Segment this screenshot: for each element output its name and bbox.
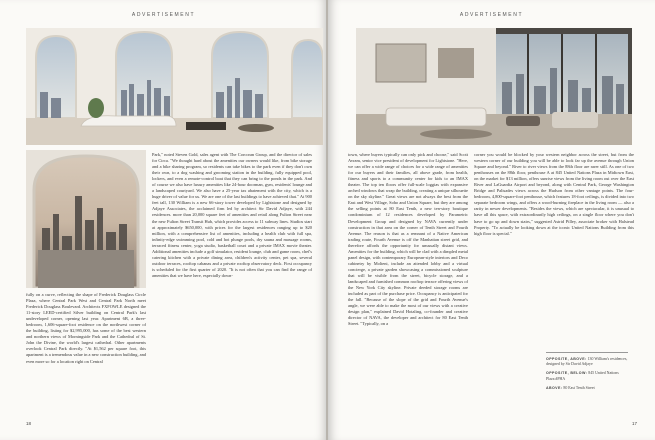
advertisement-label: ADVERTISEMENT — [131, 12, 196, 18]
photo-captions — [546, 352, 628, 395]
photo-skyline-view — [26, 150, 146, 288]
caption-opposite-below: OPPOSITE, BELOW: 845 United Nations Plaza #PHA — [546, 371, 619, 381]
article-column-4: corner you would be blocked by your western neighbor across the street, but from the western corner of our building you will be able to look far up the avenue through Union Square and beyond." River to river views from the 88th floor are rarer still. As one of two penthouses on the 88th floor, penthouse A at 845 United Nations Plaza in Midtown East, on the market for $13 million, offers sunrise views from the living room out over the East River and LaGuardia Airport and beyond, along with Central Park, George Washington Bridge and Palisades views across the Hudson from other vantage points. The four-bedroom, 4,800-square-foot penthouse, which features 18-foot ceilings, is divided into two separate bedroom wings, and offers a wood-burning fireplace in the living room — also a rarity in newer developments. "Besides the views, which are spectacular, it is unusual to have all this space, with extraordinarily high ceilings, on a single floor where you don't have to go up and down stairs," suggested Astrid Pilley, associate broker with Halstead Property. "To actually be looking down at the iconic United Nations Building from this high floor is special." — [474, 152, 634, 236]
caption-above: ABOVE: 80 East Tenth Street — [546, 385, 595, 390]
article-column-1: fully on a curve, reflecting the shape of Frederick Douglass Circle Plaza, where Central Park West and Central Park North meet Frederick Douglass Boulevard. Architects FXFOWLE designed the 11-story LEED-certified Silver building on Central Park's last undeveloped corner, opening last year. Apartment 6B, a three-bedroom, 1,606-square-foot residence on the northwest corner of the building, listing for $2,995,000, has some of the best western and northern views of Morningside Park and the Cathedral of St. John the Divine, the world's largest cathedral. Other apartments overlook Central Park directly. "At $1,562 per square foot, this apartment is a tremendous value in a new construction building, and even more so for a location right on Central — [26, 292, 146, 364]
photo-80-east-tenth-living-room — [356, 28, 632, 145]
right-page — [328, 0, 655, 440]
caption-opposite-above: OPPOSITE, ABOVE: 130 William's residences, designed by Sir David Adjaye — [546, 357, 628, 367]
article-column-3: town, where buyers typically can only pick and choose," said Scott Avram, senior vice president of development for Lightstone. "Here, we can offer a wide range of choices for a wide range of amenities for our buyers and their families, all above grade, from health, fitness and sports to a community center for kids to an IMAX theater. The top ten floors offer full-scale loggias with expansive arched windows that wrap the building, creating a unique silhouette on the sky skyline." Great views are not always the best from the East and West Village, Soho and Union Square, but they are among the selling points at 80 East Tenth, a new ten-story boutique condominium of 12 residences developed by Parametric Development Group and designed by NAVA currently under construction in that area on the corner of Tenth Street and Fourth Avenue. The reason is that as a remnant of a Native American trading route, Fourth Avenue is off the Manhattan street grid, and therefore affords the opportunity for unusually distant views. Amenities for the building, which will be clad with a dimpled metal panel design, with contemporary European-style interiors and Deco cabinetry by Molteni, include an attended lobby and a virtual concierge, a private garden showcasing a commissioned sculpture that will be visible from the street, bicycle storage, and a landscaped and furnished common rooftop terrace offering views of the New York City skyline. Private deeded storage rooms are included as part of the purchase price. Occupancy is anticipated for the fall. "Because of the slope of the grid and Fourth Avenue's angle, we were able to make the most of our views with a creative design plan," explained David Hotaling, co-founder and creative director of NAVA, the developer and architect for 80 East Tenth Street. "Typically, on a — [348, 152, 468, 327]
left-page — [0, 0, 327, 440]
page-number: 17 — [631, 421, 637, 426]
article-column-2: Park," noted Steven Gold, sales agent with The Corcoran Group, and the director of sales for Circa. "We thought hard about the amenities our owners would like, from bike storage and a bike sharing program, so residents can take bikes to the park even if they don't own their own, to a dog washing and grooming station in the building, fully equipped pool, lockers, and even a remote-control boat that they can bring to the ponds in the park. And of course we also have luxury amenities like 24-hour doorman, gym, residents' lounge and a landscaped courtyard. We also have a 25-year tax abatement with the city, which is a huge driver of value for us. We are one of the last buildings to have achieved that." At 900 feet tall, 130 William is a new 66-story tower developed by Lightstone and designed by Adjaye Associates, the acclaimed firm led by architect Sir David Adjaye, with 244 residences. more than 20,000 square feet of amenities and retail along Fulton Street near the new Fulton Street Transit Hub, which provides access to 11 subway lines. Studios start at approximately $650,000, with prices for the largest residences ranging up to $20 million, with a comprehensive list of amenities, including a health club with full spa, infinity-edge swimming pool, cold and hot plunge pools, dry sauna and massage rooms, terraced fitness center, yoga studio, basketball court and a private IMAX movie theater. Additional amenities include a golf simulator, resident lounge, club and game room, chef's catering kitchen with a private dining area, children's activity center, pet spa, several outdoor terraces, rooftop cabanas and a private rooftop observatory deck. First occupancy is scheduled for the first quarter of 2020. "It is not often that you can find the range of amenities that we have here, especially down- — [152, 152, 312, 278]
photo-penthouse-living-room — [26, 28, 323, 145]
advertisement-label: ADVERTISEMENT — [459, 12, 524, 18]
page-number: 18 — [26, 421, 32, 426]
